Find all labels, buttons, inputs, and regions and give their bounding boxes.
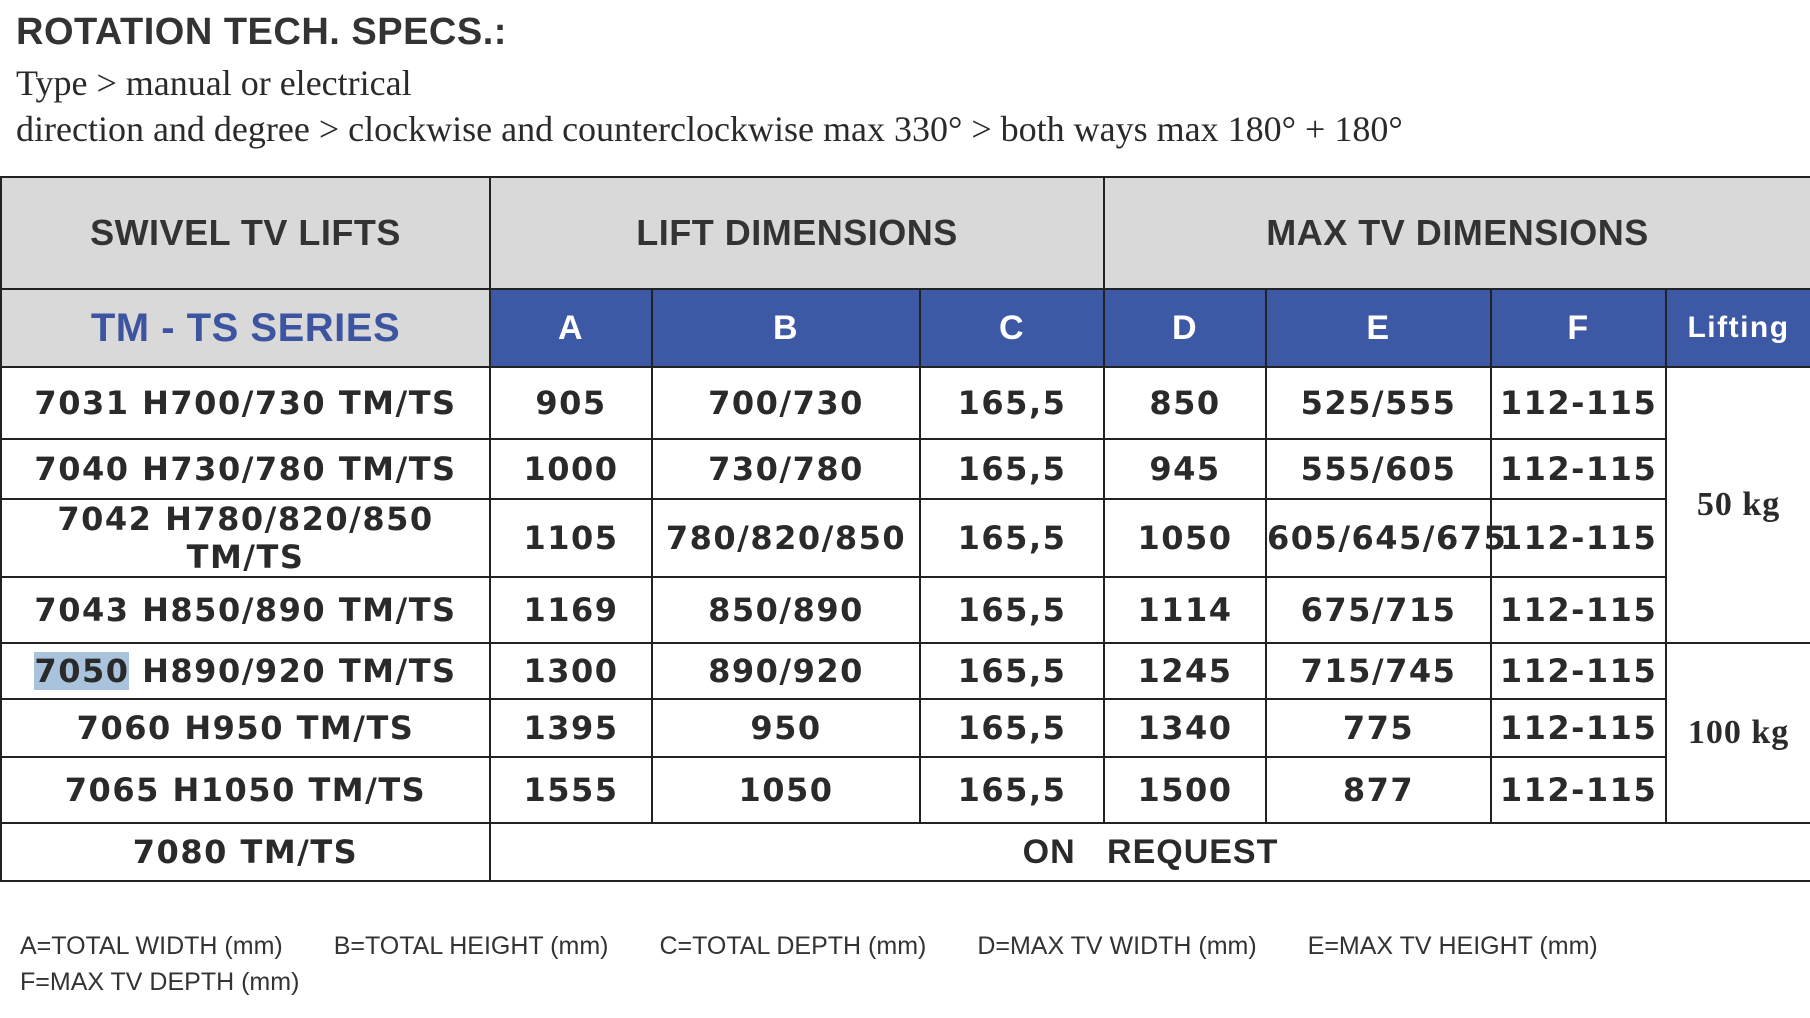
model-cell — [1, 499, 490, 577]
cell-a: 905 — [490, 367, 652, 439]
rotation-specs — [16, 4, 1403, 152]
cell-e: 715/745 — [1266, 643, 1491, 699]
cell-c: 165,5 — [920, 699, 1104, 757]
model-code: 7040 — [34, 450, 130, 488]
legend-item: C=TOTAL DEPTH (mm) — [659, 932, 927, 960]
model-code: 7043 — [34, 591, 130, 629]
cell-f: 112-115 — [1491, 499, 1666, 577]
cell-e: 555/605 — [1266, 439, 1491, 499]
cell-d: 850 — [1104, 367, 1266, 439]
cell-f: 112-115 — [1491, 439, 1666, 499]
cell-f: 112-115 — [1491, 643, 1666, 699]
cell-a: 1300 — [490, 643, 652, 699]
lifting-capacity-100kg: 100 kg — [1666, 643, 1810, 823]
legend-item: B=TOTAL HEIGHT (mm) — [333, 932, 609, 960]
cell-c: 165,5 — [920, 643, 1104, 699]
table-row — [1, 699, 1810, 757]
table-row-on-request — [1, 823, 1810, 881]
col-header-b: B — [652, 289, 920, 367]
model-cell — [1, 757, 490, 823]
col-header-e: E — [1266, 289, 1491, 367]
col-header-f: F — [1491, 289, 1666, 367]
model-name: H700/730 TM/TS — [129, 384, 457, 422]
column-header-row — [1, 289, 1810, 367]
cell-d: 1050 — [1104, 499, 1266, 577]
table-row — [1, 757, 1810, 823]
cell-e: 525/555 — [1266, 367, 1491, 439]
cell-e: 675/715 — [1266, 577, 1491, 643]
model-name: H950 TM/TS — [171, 709, 415, 747]
cell-e: 775 — [1266, 699, 1491, 757]
model-name: H730/780 TM/TS — [129, 450, 457, 488]
cell-b: 1050 — [652, 757, 920, 823]
model-code-selected[interactable]: 7050 — [34, 652, 130, 690]
table-row — [1, 367, 1810, 439]
model-code: 7060 — [76, 709, 172, 747]
group-header-row — [1, 177, 1810, 289]
series-label: TM - TS SERIES — [1, 289, 490, 367]
cell-f: 112-115 — [1491, 577, 1666, 643]
table-row — [1, 439, 1810, 499]
max-tv-dimensions-header: MAX TV DIMENSIONS — [1104, 177, 1810, 289]
on-request-cell: ON REQUEST — [490, 823, 1810, 881]
cell-a: 1555 — [490, 757, 652, 823]
dimension-legend — [20, 928, 1780, 1000]
col-header-d: D — [1104, 289, 1266, 367]
lift-dimensions-header: LIFT DIMENSIONS — [490, 177, 1104, 289]
cell-a: 1000 — [490, 439, 652, 499]
cell-b: 700/730 — [652, 367, 920, 439]
model-cell — [1, 439, 490, 499]
col-header-lifting: Lifting — [1666, 289, 1810, 367]
model-cell — [1, 367, 490, 439]
specs-type-line: Type > manual or electrical — [16, 63, 412, 103]
cell-d: 1114 — [1104, 577, 1266, 643]
cell-c: 165,5 — [920, 367, 1104, 439]
specs-direction-line: direction and degree > clockwise and counterclockwise max 330° > both ways max 180° + 180° — [16, 109, 1403, 149]
model-name: H1050 TM/TS — [159, 771, 427, 809]
model-code: 7042 — [57, 500, 153, 538]
cell-b: 730/780 — [652, 439, 920, 499]
model-cell — [1, 577, 490, 643]
table-row — [1, 499, 1810, 577]
cell-c: 165,5 — [920, 439, 1104, 499]
model-code: 7065 — [64, 771, 160, 809]
cell-f: 112-115 — [1491, 757, 1666, 823]
cell-b: 950 — [652, 699, 920, 757]
cell-d: 945 — [1104, 439, 1266, 499]
specs-title: ROTATION TECH. SPECS.: — [16, 11, 507, 53]
model-name: H780/820/850 TM/TS — [152, 500, 434, 576]
cell-a: 1169 — [490, 577, 652, 643]
cell-f: 112-115 — [1491, 699, 1666, 757]
swivel-tv-lifts-header: SWIVEL TV LIFTS — [1, 177, 490, 289]
cell-d: 1500 — [1104, 757, 1266, 823]
legend-item: F=MAX TV DEPTH (mm) — [20, 968, 300, 996]
cell-b: 780/820/850 — [652, 499, 920, 577]
model-cell: 7080 TM/TS — [1, 823, 490, 881]
model-name: H850/890 TM/TS — [129, 591, 457, 629]
legend-item: D=MAX TV WIDTH (mm) — [977, 932, 1257, 960]
cell-e: 605/645/675 — [1266, 499, 1491, 577]
cell-a: 1105 — [490, 499, 652, 577]
table-row — [1, 643, 1810, 699]
legend-item: E=MAX TV HEIGHT (mm) — [1307, 932, 1598, 960]
cell-b: 850/890 — [652, 577, 920, 643]
cell-a: 1395 — [490, 699, 652, 757]
lifting-capacity-50kg: 50 kg — [1666, 367, 1810, 643]
legend-item: A=TOTAL WIDTH (mm) — [20, 932, 283, 960]
cell-c: 165,5 — [920, 577, 1104, 643]
swivel-tv-lifts-table — [0, 176, 1810, 882]
cell-f: 112-115 — [1491, 367, 1666, 439]
col-header-c: C — [920, 289, 1104, 367]
model-cell — [1, 643, 490, 699]
cell-c: 165,5 — [920, 499, 1104, 577]
cell-e: 877 — [1266, 757, 1491, 823]
model-cell — [1, 699, 490, 757]
cell-b: 890/920 — [652, 643, 920, 699]
model-name: H890/920 TM/TS — [129, 652, 457, 690]
cell-d: 1340 — [1104, 699, 1266, 757]
col-header-a: A — [490, 289, 652, 367]
table-row — [1, 577, 1810, 643]
model-code: 7031 — [34, 384, 130, 422]
cell-d: 1245 — [1104, 643, 1266, 699]
cell-c: 165,5 — [920, 757, 1104, 823]
